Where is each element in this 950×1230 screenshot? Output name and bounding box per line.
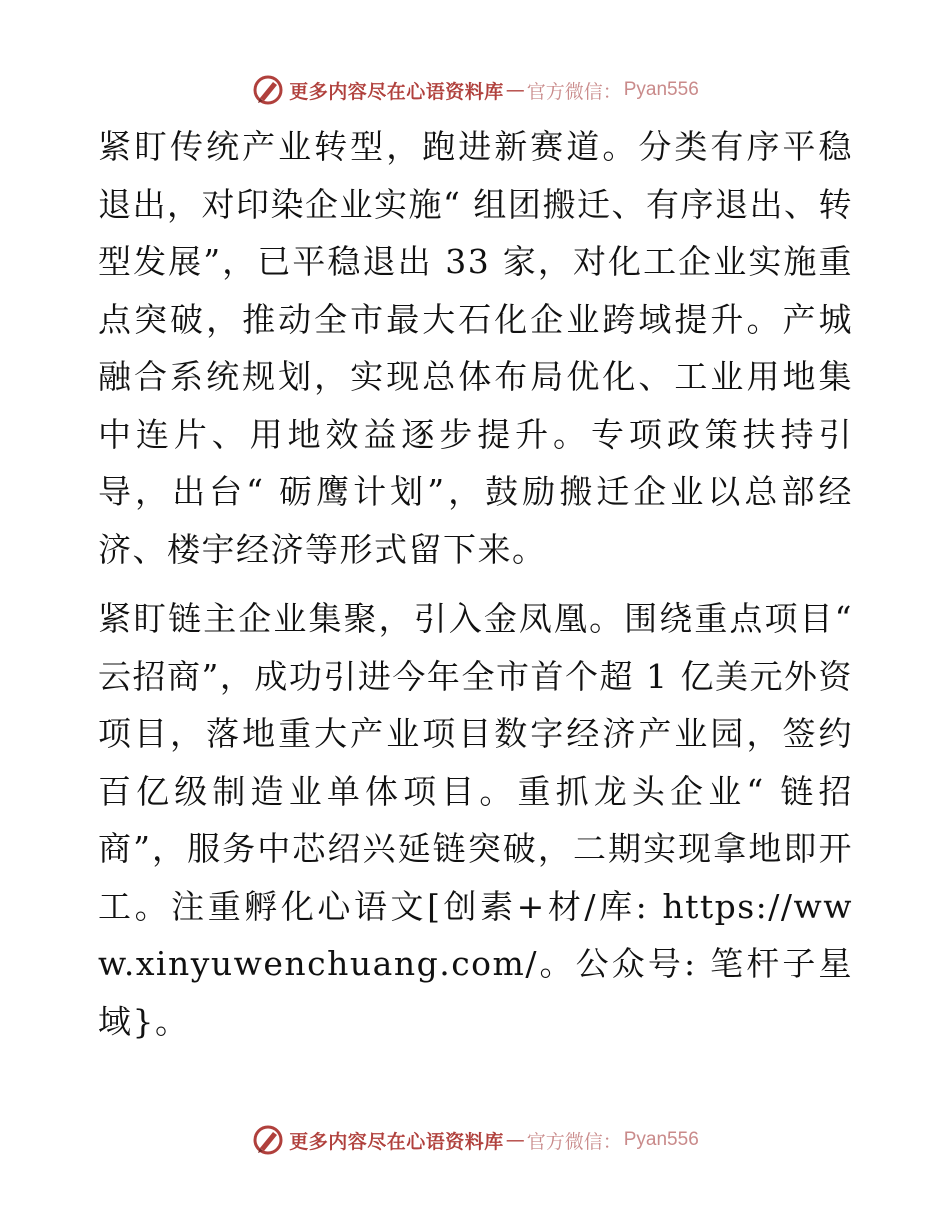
document-body xyxy=(98,118,853,1050)
pen-circle-icon xyxy=(251,73,285,107)
footer-wechat-id: Pyan556 xyxy=(623,1129,699,1150)
footer-dash: — xyxy=(505,1129,525,1151)
header-dash: — xyxy=(505,79,525,101)
footer-brand-text: 更多内容尽在心语资料库 xyxy=(289,1130,504,1153)
header-watermark xyxy=(0,70,950,110)
paragraph-traditional-industry: 紧盯传统产业转型，跑进新赛道。分类有序平稳退出，对印染企业实施“ 组团搬迁、有序退出、转型发展”，已平稳退出 33 家，对化工企业实施重点突破，推动全市最大石化企业跨域提升。产城融合系统规划，实现总体布局优化、工业用地集中连片、用地效益逐步提升。专项政策扶持引导，出台“ 砺鹰计划”，鼓励搬迁企业以总部经济、楼宇经济等形式留下来。 xyxy=(98,127,853,569)
pen-circle-icon xyxy=(251,1123,285,1157)
paragraph-chain-enterprises: 紧盯链主企业集聚，引入金凤凰。围绕重点项目“ 云招商”，成功引进今年全市首个超 1 亿美元外资项目，落地重大产业项目数字经济产业园，签约百亿级制造业单体项目。重抓龙头企业“ 链招商”，服务中芯绍兴延链突破，二期实现拿地即开工。注重孵化心语文[创素+材/库: https://www.xinyuwenchuang.com/。公众号: 笔杆子星域}。 xyxy=(98,599,853,1041)
header-wechat-id: Pyan556 xyxy=(623,79,699,100)
footer-official-label: 官方微信： xyxy=(526,1130,622,1153)
header-brand-text: 更多内容尽在心语资料库 xyxy=(289,80,504,103)
header-official-label: 官方微信： xyxy=(526,80,622,103)
footer-watermark xyxy=(0,1120,950,1160)
